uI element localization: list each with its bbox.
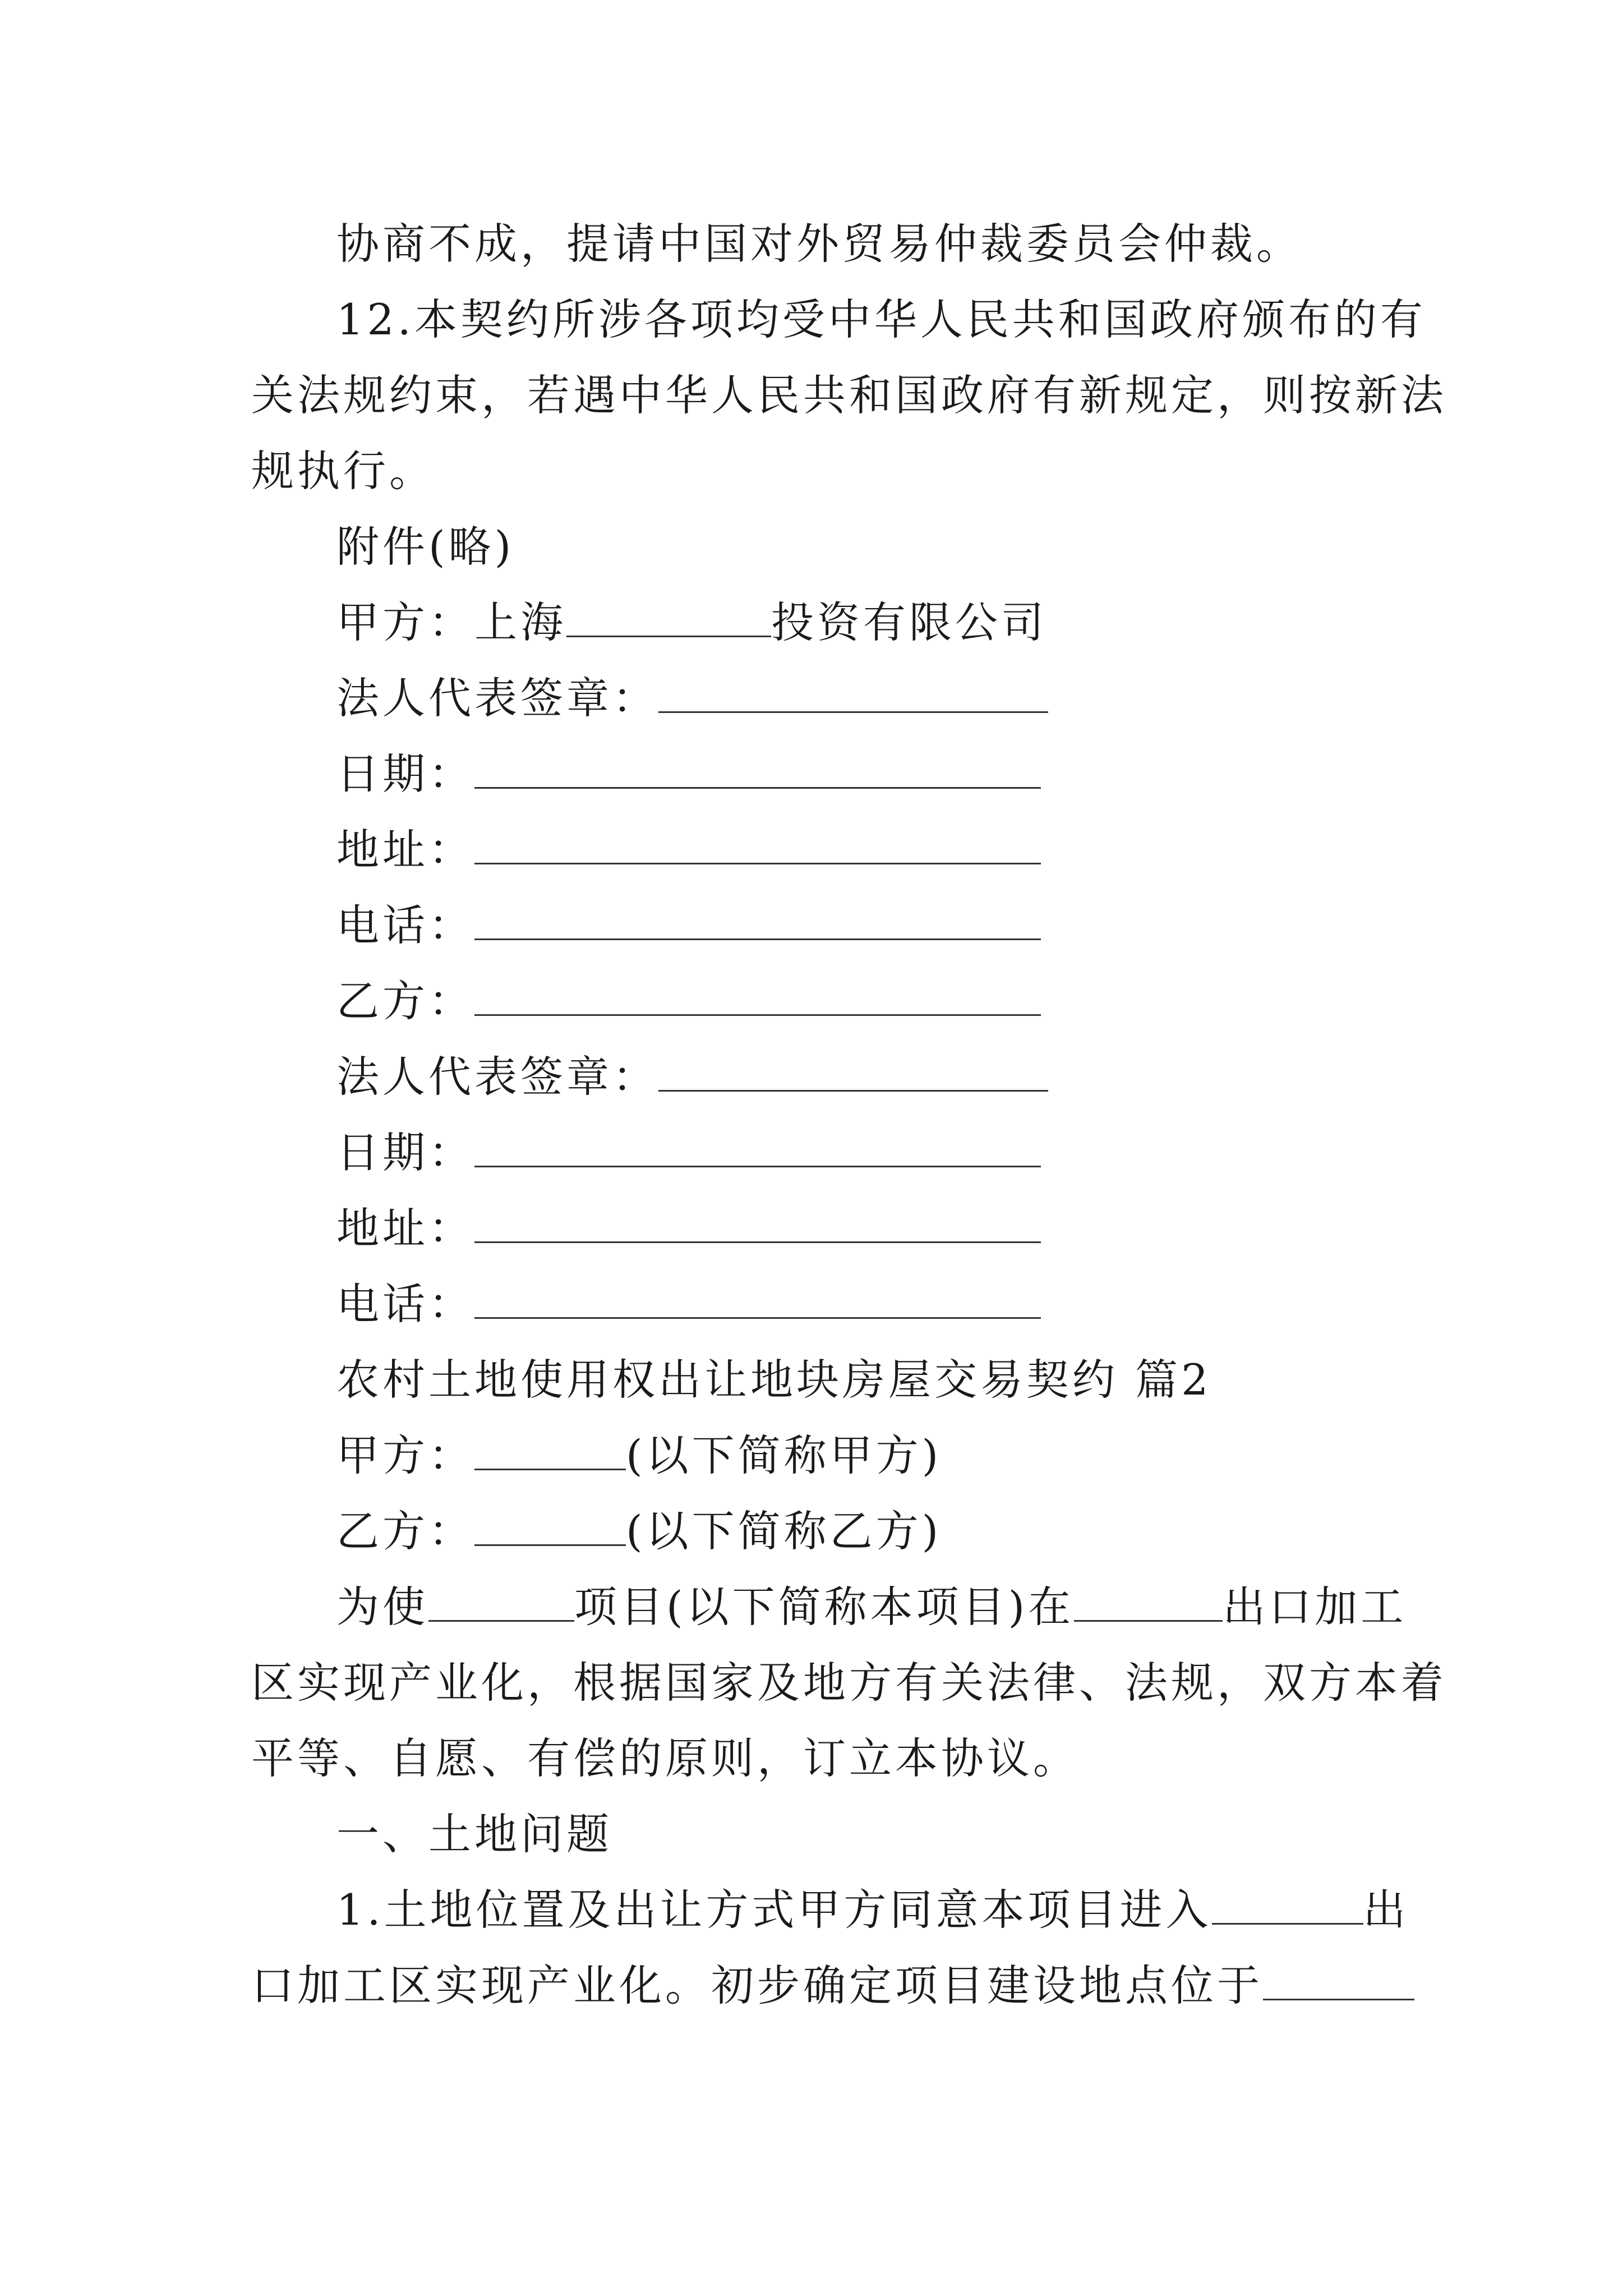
party-b-phone-blank: [474, 1283, 1041, 1319]
party-a-phone-blank: [474, 905, 1041, 940]
party-b-phone: 电话：: [336, 1276, 1041, 1332]
section2-title: 农村土地使用权出让地块房屋交易契约 篇2: [336, 1355, 1212, 1405]
party-a-date: 日期：: [336, 746, 1041, 802]
paragraph-arbitration: 协商不成，提请中国对外贸易仲裁委员会仲裁。: [336, 219, 1302, 269]
project-name-blank: [428, 1586, 574, 1622]
section2-party-a: 甲方： (以下简称甲方): [336, 1430, 942, 1480]
item1-location-blank: [1263, 1965, 1414, 2000]
party-b-name: 乙方：: [336, 973, 1041, 1029]
section2-party-b: 乙方： (以下简称乙方): [336, 1506, 942, 1556]
paragraph-12-line2: 关法规约束，若遇中华人民共和国政府有新规定，则按新法: [251, 370, 1447, 420]
section2-intro-line2: 区实现产业化，根据国家及地方有关法律、法规，双方本着: [251, 1658, 1447, 1708]
attachment-note: 附件(略): [336, 522, 515, 572]
section2-party-b-blank: [474, 1511, 626, 1546]
heading-land-issues: 一、土地问题: [336, 1809, 612, 1859]
section2-intro-line3: 平等、自愿、有偿的原则，订立本协议。: [251, 1733, 1079, 1783]
party-b-address: 地址：: [336, 1200, 1041, 1257]
party-a-phone: 电话：: [336, 898, 1041, 954]
party-a-name: 甲方：上海 投资有限公司: [336, 597, 1047, 647]
section2-intro-line1: 为使 项目(以下简称本项目)在 出口加工: [336, 1582, 1407, 1632]
item1-line2: 口加工区实现产业化。初步确定项目建设地点位于: [251, 1958, 1414, 2014]
party-b-date-blank: [474, 1132, 1041, 1167]
party-b-date: 日期：: [336, 1125, 1041, 1181]
item1-zone-blank: [1212, 1889, 1363, 1925]
section2-party-a-blank: [474, 1435, 626, 1470]
paragraph-12-line1: 12.本契约所涉各项均受中华人民共和国政府颁布的有: [336, 295, 1426, 344]
party-a-date-blank: [474, 753, 1041, 789]
party-a-name-blank: [566, 602, 771, 637]
party-a-legal-rep-blank: [658, 678, 1048, 713]
party-b-legal-rep: 法人代表签章：: [336, 1049, 1048, 1105]
party-b-address-blank: [474, 1208, 1041, 1243]
item1-line1: 1.土地位置及出让方式甲方同意本项目进入 出: [336, 1885, 1409, 1935]
party-b-legal-rep-blank: [658, 1056, 1048, 1092]
party-a-address-blank: [474, 829, 1041, 864]
party-a-address: 地址：: [336, 822, 1041, 878]
party-b-name-blank: [474, 981, 1041, 1016]
zone-name-blank: [1074, 1586, 1223, 1622]
paragraph-12-line3: 规执行。: [251, 446, 435, 496]
party-a-legal-rep: 法人代表签章：: [336, 670, 1048, 726]
